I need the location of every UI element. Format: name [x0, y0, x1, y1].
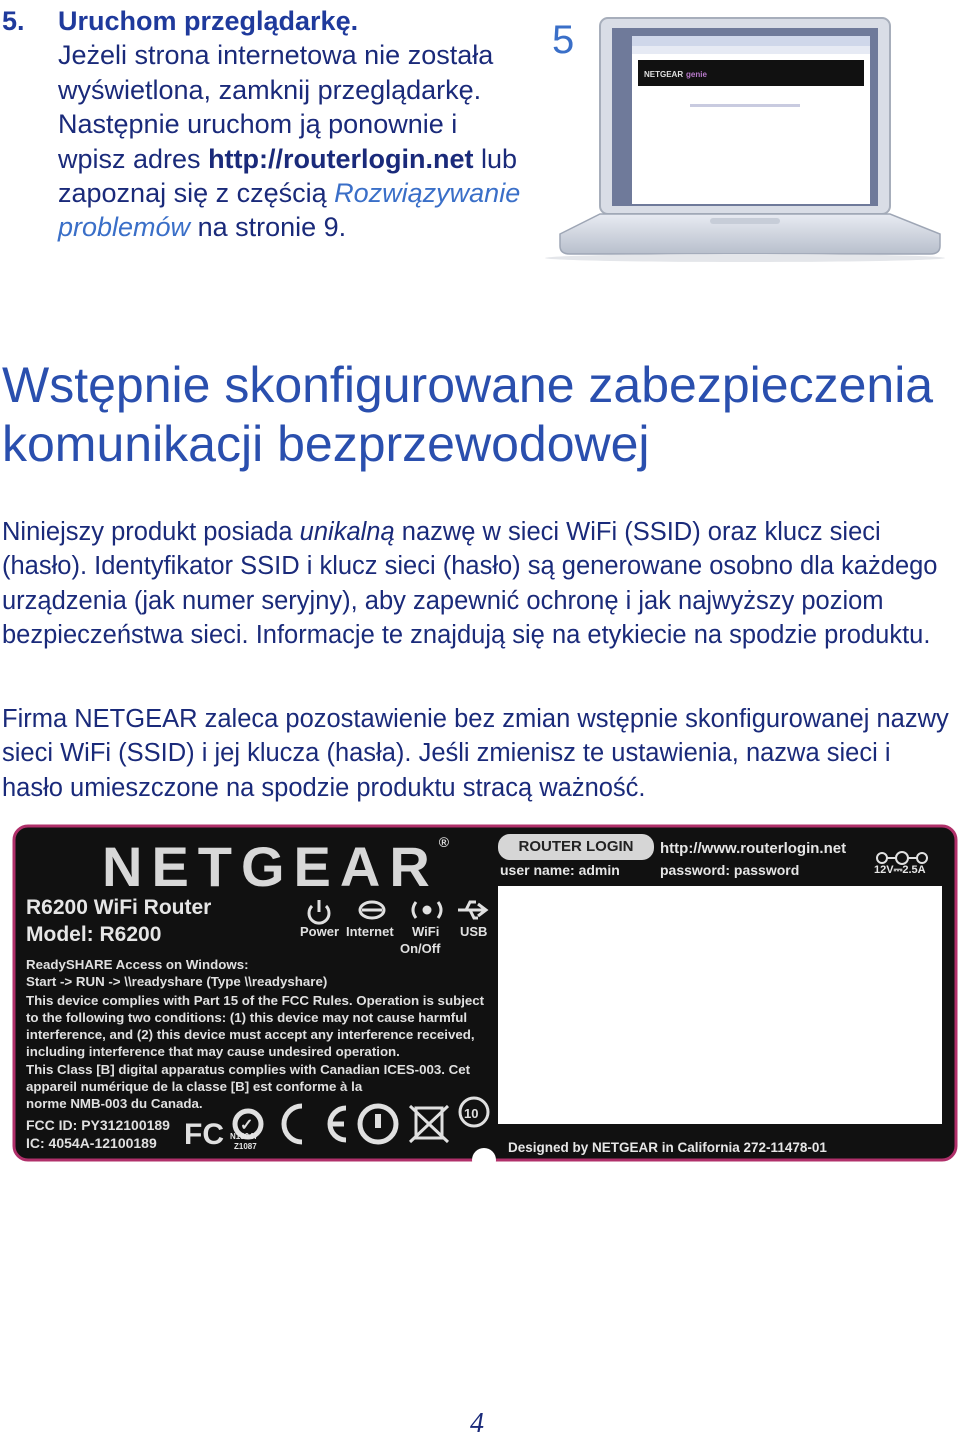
paragraph-unique-ssid	[2, 515, 958, 653]
label-model-name: R6200 WiFi Router	[26, 896, 212, 919]
paragraph-1-text-1: Niniejszy produkt posiada	[2, 518, 300, 546]
label-led-usb: USB	[460, 924, 488, 939]
label-compliance-line: including interference that may cause undesired operation.	[26, 1044, 400, 1059]
label-led-power: Power	[300, 924, 340, 939]
label-compliance-line: This device complies with Part 15 of the FCC Rules. Operation is subject	[26, 993, 485, 1008]
label-readyshare-line: ReadySHARE Access on Windows:	[26, 957, 249, 972]
label-led-internet: Internet	[346, 924, 394, 939]
label-brand-name: NETGEAR	[102, 835, 439, 898]
step-number: 5.	[2, 6, 25, 36]
label-model-number: Model: R6200	[26, 923, 162, 946]
svg-text:FC: FC	[184, 1118, 224, 1151]
step-body-text-2: lub zapoznaj się z częścią	[58, 143, 518, 209]
troubleshooting-xref: Rozwiązywanie problemów	[58, 178, 521, 243]
step-body	[58, 38, 528, 244]
step-body-text-1: Jeżeli strona internetowa nie została wyświetlona, zamknij przeglądarkę. Następnie uruchom ją ponownie i wpisz adres	[58, 40, 494, 174]
label-compliance-line: norme NMB-003 du Canada.	[26, 1096, 203, 1111]
router-login-url: http://routerlogin.net	[208, 143, 474, 174]
screen-brand: NETGEAR	[644, 70, 684, 79]
label-password: password: password	[660, 862, 800, 878]
screen-product: genie	[686, 70, 707, 79]
label-compliance-line: to the following two conditions: (1) this device may not cause harmful	[26, 1010, 468, 1025]
label-login-url: http://www.routerlogin.net	[660, 840, 847, 857]
label-username: user name: admin	[500, 862, 620, 878]
label-cert-code-2: Z1087	[234, 1142, 257, 1151]
label-compliance-line: This Class [B] digital apparatus complies with Canadian ICES-003. Cet	[26, 1062, 471, 1077]
label-readyshare-line: Start -> RUN -> \\readyshare (Type \\readyshare)	[26, 974, 328, 989]
label-compliance-line: appareil numérique de la classe [B] est conforme à la	[26, 1079, 363, 1094]
laptop-icon	[540, 12, 950, 262]
paragraph-1-text-2: nazwę w sieci WiFi (SSID) oraz klucz sieci (hasło). Identyfikator SSID i klucz sieci (hasło) są generowane osobno dla każdego urządzenia (jak numer seryjny), aby zapewnić ochronę i jak najwyższy poziom bezpieczeństwa sieci. Informacje te znajdują się na etykiecie na spodzie produktu.	[2, 518, 938, 650]
paragraph-1-emphasis: unikalną	[299, 518, 395, 546]
label-power-rating: 12V⎓2.5A	[874, 864, 926, 876]
svg-text:✓: ✓	[240, 1117, 254, 1134]
label-registered-mark: ®	[438, 834, 450, 850]
page-number: 4	[470, 1408, 484, 1439]
label-cert-code-1: N18047	[230, 1132, 259, 1141]
svg-text:10: 10	[464, 1106, 479, 1121]
product-label	[12, 824, 958, 1164]
step-body-text-3: na stronie 9.	[190, 212, 347, 243]
laptop-step-number: 5	[552, 18, 575, 62]
label-compliance-line: interference, and (2) this device must accept any interference received,	[26, 1027, 475, 1042]
label-fcc-id: FCC ID: PY312100189	[26, 1117, 170, 1133]
router-login-box: ROUTER LOGIN	[498, 834, 654, 860]
section-heading: Wstępnie skonfigurowane zabezpieczenia komunikacji bezprzewodowej	[2, 357, 934, 472]
step-title: Uruchom przeglądarkę.	[58, 6, 359, 36]
label-ic-number: IC: 4054A-12100189	[26, 1135, 157, 1151]
laptop-illustration	[540, 12, 950, 262]
label-designed-by: Designed by NETGEAR in California 272-11478-01	[508, 1140, 827, 1155]
label-led-wifi-onoff: On/Off	[400, 941, 441, 956]
paragraph-recommendation: Firma NETGEAR zaleca pozostawienie bez zmian wstępnie skonfigurowanej nazwy sieci WiFi (SSID) i jej klucza (hasła). Jeśli zmienisz te ustawienia, nazwa sieci i hasło umieszczone na spodzie produktu stracą ważność.	[2, 705, 949, 802]
label-led-wifi: WiFi	[412, 924, 440, 939]
label-brand	[102, 834, 449, 899]
